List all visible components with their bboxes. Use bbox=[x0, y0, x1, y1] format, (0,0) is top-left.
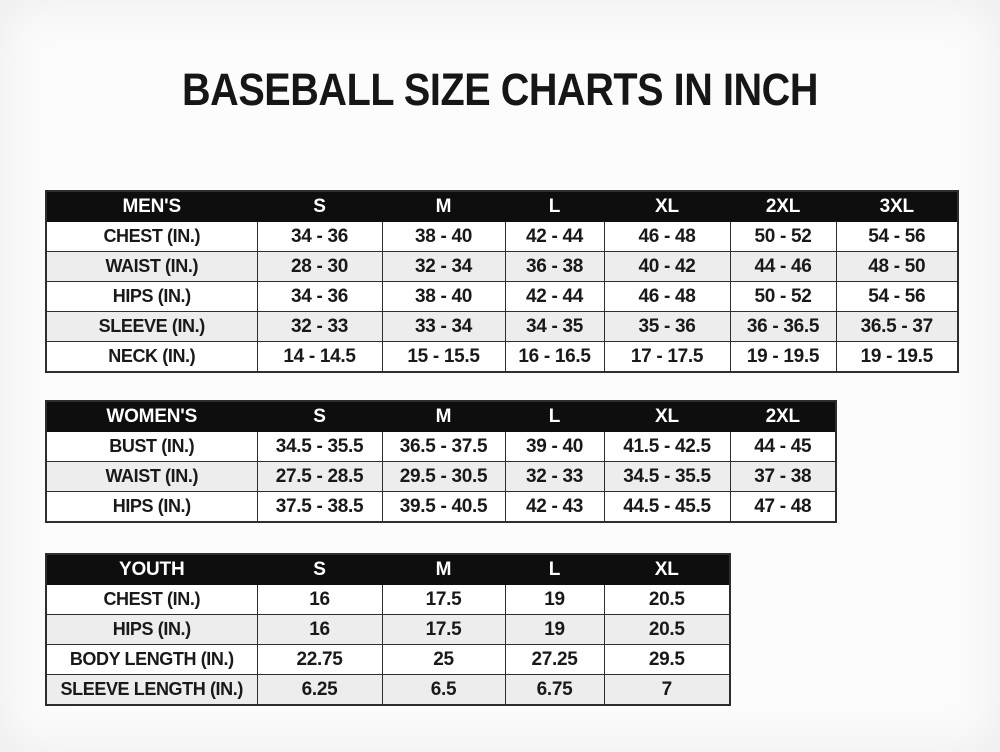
size-cell: 42 - 43 bbox=[505, 492, 604, 523]
column-header-xl: XL bbox=[604, 191, 730, 222]
table-row bbox=[46, 645, 730, 675]
size-cell: 29.5 bbox=[604, 645, 730, 675]
size-cell: 34.5 - 35.5 bbox=[604, 462, 730, 492]
column-header-3xl: 3XL bbox=[836, 191, 958, 222]
size-cell: 36 - 36.5 bbox=[730, 312, 836, 342]
size-cell: 39 - 40 bbox=[505, 432, 604, 462]
size-cell: 36 - 38 bbox=[505, 252, 604, 282]
size-cell: 41.5 - 42.5 bbox=[604, 432, 730, 462]
mens-size-table bbox=[45, 190, 959, 373]
size-cell: 54 - 56 bbox=[836, 222, 958, 252]
youth-size-table bbox=[45, 553, 731, 706]
size-cell: 42 - 44 bbox=[505, 222, 604, 252]
table-row bbox=[46, 282, 958, 312]
mens-section-label: MEN'S bbox=[46, 191, 257, 222]
size-cell: 48 - 50 bbox=[836, 252, 958, 282]
column-header-l: L bbox=[505, 554, 604, 585]
size-cell: 27.25 bbox=[505, 645, 604, 675]
size-cell: 28 - 30 bbox=[257, 252, 382, 282]
size-cell: 6.5 bbox=[382, 675, 505, 706]
size-cell: 19 - 19.5 bbox=[836, 342, 958, 373]
size-cell: 27.5 - 28.5 bbox=[257, 462, 382, 492]
size-cell: 6.25 bbox=[257, 675, 382, 706]
row-label: HIPS (IN.) bbox=[46, 282, 257, 312]
size-cell: 36.5 - 37 bbox=[836, 312, 958, 342]
row-label: BODY LENGTH (IN.) bbox=[46, 645, 257, 675]
row-label: SLEEVE (IN.) bbox=[46, 312, 257, 342]
size-cell: 40 - 42 bbox=[604, 252, 730, 282]
row-label: WAIST (IN.) bbox=[46, 252, 257, 282]
size-cell: 16 bbox=[257, 615, 382, 645]
size-cell: 35 - 36 bbox=[604, 312, 730, 342]
size-cell: 44.5 - 45.5 bbox=[604, 492, 730, 523]
table-row bbox=[46, 675, 730, 706]
size-cell: 46 - 48 bbox=[604, 222, 730, 252]
size-cell: 17 - 17.5 bbox=[604, 342, 730, 373]
size-cell: 37.5 - 38.5 bbox=[257, 492, 382, 523]
column-header-s: S bbox=[257, 401, 382, 432]
column-header-xl: XL bbox=[604, 401, 730, 432]
size-cell: 34 - 36 bbox=[257, 222, 382, 252]
size-cell: 20.5 bbox=[604, 615, 730, 645]
table-row bbox=[46, 222, 958, 252]
column-header-l: L bbox=[505, 401, 604, 432]
column-header-m: M bbox=[382, 401, 505, 432]
row-label: HIPS (IN.) bbox=[46, 615, 257, 645]
size-cell: 32 - 33 bbox=[257, 312, 382, 342]
size-cell: 34 - 36 bbox=[257, 282, 382, 312]
size-cell: 34 - 35 bbox=[505, 312, 604, 342]
womens-section-label: WOMEN'S bbox=[46, 401, 257, 432]
size-cell: 15 - 15.5 bbox=[382, 342, 505, 373]
size-cell: 39.5 - 40.5 bbox=[382, 492, 505, 523]
size-cell: 17.5 bbox=[382, 615, 505, 645]
size-cell: 32 - 34 bbox=[382, 252, 505, 282]
column-header-s: S bbox=[257, 554, 382, 585]
size-cell: 46 - 48 bbox=[604, 282, 730, 312]
column-header-m: M bbox=[382, 191, 505, 222]
table-row bbox=[46, 585, 730, 615]
youth-section-label: YOUTH bbox=[46, 554, 257, 585]
row-label: CHEST (IN.) bbox=[46, 585, 257, 615]
size-cell: 6.75 bbox=[505, 675, 604, 706]
size-cell: 20.5 bbox=[604, 585, 730, 615]
size-cell: 25 bbox=[382, 645, 505, 675]
size-cell: 19 bbox=[505, 585, 604, 615]
size-cell: 50 - 52 bbox=[730, 282, 836, 312]
mens-header-row bbox=[46, 191, 958, 222]
table-row bbox=[46, 615, 730, 645]
table-row bbox=[46, 462, 836, 492]
size-cell: 19 bbox=[505, 615, 604, 645]
row-label: WAIST (IN.) bbox=[46, 462, 257, 492]
size-cell: 50 - 52 bbox=[730, 222, 836, 252]
table-row bbox=[46, 342, 958, 373]
size-cell: 38 - 40 bbox=[382, 282, 505, 312]
table-row bbox=[46, 252, 958, 282]
size-cell: 16 - 16.5 bbox=[505, 342, 604, 373]
womens-header-row bbox=[46, 401, 836, 432]
size-cell: 14 - 14.5 bbox=[257, 342, 382, 373]
row-label: SLEEVE LENGTH (IN.) bbox=[46, 675, 257, 706]
row-label: CHEST (IN.) bbox=[46, 222, 257, 252]
size-cell: 19 - 19.5 bbox=[730, 342, 836, 373]
column-header-xl: XL bbox=[604, 554, 730, 585]
size-cell: 47 - 48 bbox=[730, 492, 836, 523]
size-cell: 17.5 bbox=[382, 585, 505, 615]
womens-size-table bbox=[45, 400, 837, 523]
row-label: BUST (IN.) bbox=[46, 432, 257, 462]
table-row bbox=[46, 432, 836, 462]
size-cell: 44 - 45 bbox=[730, 432, 836, 462]
column-header-l: L bbox=[505, 191, 604, 222]
size-cell: 7 bbox=[604, 675, 730, 706]
size-cell: 32 - 33 bbox=[505, 462, 604, 492]
size-cell: 44 - 46 bbox=[730, 252, 836, 282]
table-row bbox=[46, 312, 958, 342]
size-cell: 33 - 34 bbox=[382, 312, 505, 342]
size-cell: 54 - 56 bbox=[836, 282, 958, 312]
size-cell: 16 bbox=[257, 585, 382, 615]
column-header-s: S bbox=[257, 191, 382, 222]
size-cell: 37 - 38 bbox=[730, 462, 836, 492]
size-cell: 22.75 bbox=[257, 645, 382, 675]
size-cell: 42 - 44 bbox=[505, 282, 604, 312]
size-cell: 34.5 - 35.5 bbox=[257, 432, 382, 462]
row-label: NECK (IN.) bbox=[46, 342, 257, 373]
youth-header-row bbox=[46, 554, 730, 585]
table-row bbox=[46, 492, 836, 523]
page-title: BASEBALL SIZE CHARTS IN INCH bbox=[182, 64, 818, 115]
size-cell: 36.5 - 37.5 bbox=[382, 432, 505, 462]
size-cell: 29.5 - 30.5 bbox=[382, 462, 505, 492]
column-header-m: M bbox=[382, 554, 505, 585]
row-label: HIPS (IN.) bbox=[46, 492, 257, 523]
size-cell: 38 - 40 bbox=[382, 222, 505, 252]
column-header-2xl: 2XL bbox=[730, 191, 836, 222]
column-header-2xl: 2XL bbox=[730, 401, 836, 432]
